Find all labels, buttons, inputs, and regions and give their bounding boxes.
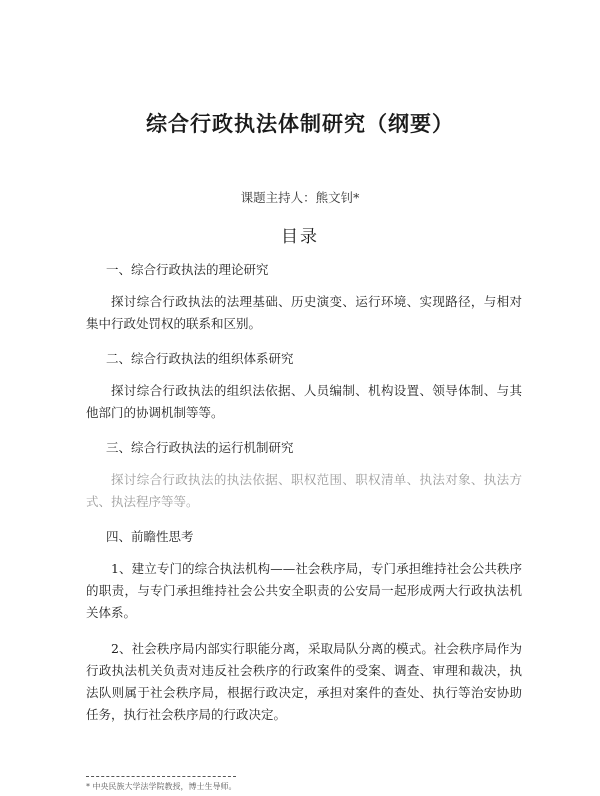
document-body — [86, 260, 522, 740]
section-paragraph-3: 探讨综合行政执法的执法依据、职权范围、职权清单、执法对象、执法方式、执法程序等等。 — [86, 472, 522, 509]
document-title: 综合行政执法体制研究（纲要） — [146, 112, 454, 136]
toc-heading: 目录 — [281, 227, 319, 247]
section-heading-3: 三、综合行政执法的运行机制研究 — [106, 440, 294, 455]
footnote: * 中央民族大学法学院教授，博士生导师。 — [86, 782, 237, 791]
author-line: 课题主持人：熊文钊* — [240, 190, 360, 205]
section-paragraph-2: 探讨综合行政执法的组织法依据、人员编制、机构设置、领导体制、与其他部门的协调机制等等。 — [86, 383, 522, 420]
section-heading-4: 四、前瞻性思考 — [106, 529, 194, 544]
section-heading-1: 一、综合行政执法的理论研究 — [106, 262, 269, 277]
section-paragraph-1: 探讨综合行政执法的法理基础、历史演变、运行环境、实现路径，与相对集中行政处罚权的联系和区别。 — [86, 294, 522, 331]
footnote-divider — [86, 776, 236, 777]
section-heading-2: 二、综合行政执法的组织体系研究 — [106, 351, 294, 366]
section-paragraph-4-2: 2、社会秩序局内部实行职能分离，采取局队分离的模式。社会秩序局作为行政执法机关负责对违反社会秩序的行政案件的受案、调查、审理和裁决，执法队则属于社会秩序局，根据行政决定，承担对案件的查处、执行等治安协助任务，执行社会秩序局的行政决定。 — [86, 641, 522, 722]
section-paragraph-4-1: 1、建立专门的综合执法机构——社会秩序局，专门承担维持社会公共秩序的职责，与专门承担维持社会公共安全职责的公安局一起形成两大行政执法机关体系。 — [86, 561, 522, 620]
